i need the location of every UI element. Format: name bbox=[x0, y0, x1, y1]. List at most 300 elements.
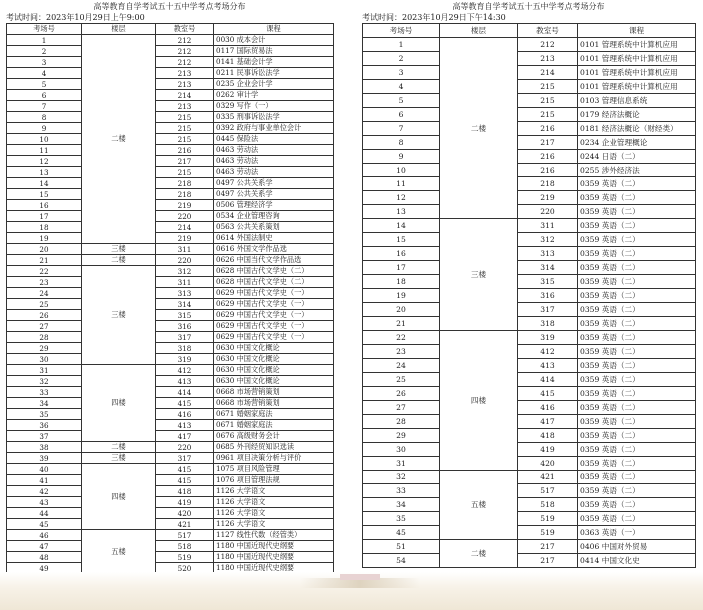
classroom-cell: 218 bbox=[156, 178, 214, 189]
room-number-cell: 51 bbox=[363, 540, 440, 554]
table-row bbox=[7, 519, 334, 530]
header-classroom: 教室号 bbox=[518, 24, 578, 38]
classroom-cell: 220 bbox=[156, 255, 214, 266]
right-doc-title: 高等教育自学考试五十五中学考点考场分布 bbox=[452, 2, 605, 11]
table-row bbox=[7, 332, 334, 343]
course-cell: 0629 中国古代文学史（一） bbox=[214, 299, 334, 310]
classroom-cell: 413 bbox=[156, 376, 214, 387]
course-cell: 0359 英语（二） bbox=[578, 400, 696, 414]
course-cell: 0629 中国古代文学史（一） bbox=[214, 288, 334, 299]
table-row bbox=[363, 65, 696, 79]
floor-cell: 四楼 bbox=[440, 330, 518, 470]
room-number-cell: 6 bbox=[363, 107, 440, 121]
table-row bbox=[363, 330, 696, 344]
table-row bbox=[363, 93, 696, 107]
table-row bbox=[7, 101, 334, 112]
room-number-cell: 24 bbox=[7, 288, 82, 299]
classroom-cell: 315 bbox=[156, 310, 214, 321]
course-cell: 0359 英语（二） bbox=[578, 498, 696, 512]
course-cell: 1180 中国近现代史纲要 bbox=[214, 541, 334, 552]
course-cell: 0668 市场营销策划 bbox=[214, 398, 334, 409]
course-cell: 0359 英语（二） bbox=[578, 191, 696, 205]
classroom-cell: 218 bbox=[518, 177, 578, 191]
floor-cell: 三楼 bbox=[82, 244, 156, 255]
room-number-cell: 3 bbox=[363, 65, 440, 79]
course-cell: 0668 市场营销策划 bbox=[214, 387, 334, 398]
course-cell: 0211 民事诉讼法学 bbox=[214, 68, 334, 79]
course-cell: 0359 英语（二） bbox=[578, 442, 696, 456]
classroom-cell: 216 bbox=[156, 145, 214, 156]
classroom-cell: 311 bbox=[156, 244, 214, 255]
classroom-cell: 418 bbox=[156, 486, 214, 497]
room-number-cell: 43 bbox=[7, 497, 82, 508]
room-number-cell: 18 bbox=[7, 222, 82, 233]
room-number-cell: 31 bbox=[363, 456, 440, 470]
course-cell: 0359 英语（二） bbox=[578, 344, 696, 358]
room-number-cell: 14 bbox=[363, 219, 440, 233]
course-cell: 0497 公共关系学 bbox=[214, 178, 334, 189]
table-row bbox=[7, 431, 334, 442]
course-cell: 0616 外国文学作品选 bbox=[214, 244, 334, 255]
classroom-cell: 418 bbox=[518, 428, 578, 442]
table-row bbox=[7, 112, 334, 123]
table-row bbox=[7, 486, 334, 497]
table-row bbox=[7, 277, 334, 288]
course-cell: 0262 审计学 bbox=[214, 90, 334, 101]
course-cell: 0359 英语（二） bbox=[578, 484, 696, 498]
course-cell: 0630 中国文化概论 bbox=[214, 376, 334, 387]
right-room-table bbox=[362, 23, 696, 568]
course-cell: 0359 英语（二） bbox=[578, 358, 696, 372]
classroom-cell: 319 bbox=[518, 330, 578, 344]
table-row bbox=[7, 420, 334, 431]
course-cell: 1126 大学语文 bbox=[214, 486, 334, 497]
classroom-cell: 214 bbox=[156, 222, 214, 233]
room-number-cell: 40 bbox=[7, 464, 82, 475]
room-number-cell: 28 bbox=[363, 414, 440, 428]
background-photo-edge bbox=[0, 572, 703, 610]
course-cell: 0463 劳动法 bbox=[214, 145, 334, 156]
room-number-cell: 16 bbox=[7, 200, 82, 211]
classroom-cell: 215 bbox=[518, 93, 578, 107]
room-number-cell: 1 bbox=[363, 37, 440, 51]
classroom-cell: 415 bbox=[156, 475, 214, 486]
classroom-cell: 316 bbox=[156, 321, 214, 332]
course-cell: 0961 项目决策分析与评价 bbox=[214, 453, 334, 464]
room-number-cell: 45 bbox=[7, 519, 82, 530]
table-row bbox=[363, 219, 696, 233]
room-number-cell: 23 bbox=[363, 344, 440, 358]
course-cell: 0359 英语（二） bbox=[578, 317, 696, 331]
table-row bbox=[7, 321, 334, 332]
table-row bbox=[363, 414, 696, 428]
table-row bbox=[363, 317, 696, 331]
course-cell: 0359 英语（二） bbox=[578, 205, 696, 219]
table-row bbox=[363, 191, 696, 205]
table-row bbox=[7, 288, 334, 299]
classroom-cell: 419 bbox=[518, 442, 578, 456]
room-number-cell: 4 bbox=[7, 68, 82, 79]
classroom-cell: 313 bbox=[518, 247, 578, 261]
left-schedule-sheet bbox=[6, 0, 333, 607]
classroom-cell: 415 bbox=[156, 398, 214, 409]
course-cell: 0626 中国当代文学作品选 bbox=[214, 255, 334, 266]
course-cell: 1180 中国近现代史纲要 bbox=[214, 563, 334, 574]
room-number-cell: 6 bbox=[7, 90, 82, 101]
course-cell: 0630 中国文化概论 bbox=[214, 343, 334, 354]
room-number-cell: 21 bbox=[7, 255, 82, 266]
course-cell: 0359 英语（二） bbox=[578, 247, 696, 261]
course-cell: 0359 英语（二） bbox=[578, 470, 696, 484]
table-row bbox=[363, 275, 696, 289]
course-cell: 0101 管理系统中计算机应用 bbox=[578, 79, 696, 93]
course-cell: 0359 英语（二） bbox=[578, 177, 696, 191]
table-row bbox=[363, 554, 696, 568]
course-cell: 0101 管理系统中计算机应用 bbox=[578, 37, 696, 51]
right-schedule-sheet bbox=[362, 0, 695, 568]
course-cell: 0359 英语（二） bbox=[578, 303, 696, 317]
table-row bbox=[363, 149, 696, 163]
course-cell: 0628 中国古代文学史（二） bbox=[214, 277, 334, 288]
table-row bbox=[363, 400, 696, 414]
course-cell: 0101 管理系统中计算机应用 bbox=[578, 51, 696, 65]
course-cell: 0359 英语（二） bbox=[578, 456, 696, 470]
course-cell: 1127 线性代数（经管类） bbox=[214, 530, 334, 541]
table-row bbox=[7, 497, 334, 508]
classroom-cell: 419 bbox=[156, 497, 214, 508]
left-exam-time: 考试时间：2023年10月29日上午9:00 bbox=[6, 13, 145, 22]
table-row bbox=[7, 398, 334, 409]
classroom-cell: 219 bbox=[518, 191, 578, 205]
room-number-cell: 27 bbox=[7, 321, 82, 332]
course-cell: 0117 国际贸易法 bbox=[214, 46, 334, 57]
table-row bbox=[7, 233, 334, 244]
classroom-cell: 212 bbox=[156, 46, 214, 57]
classroom-cell: 317 bbox=[156, 453, 214, 464]
room-number-cell: 20 bbox=[7, 244, 82, 255]
table-row bbox=[7, 354, 334, 365]
table-row bbox=[363, 163, 696, 177]
room-number-cell: 21 bbox=[363, 317, 440, 331]
room-number-cell: 10 bbox=[7, 134, 82, 145]
table-row bbox=[363, 289, 696, 303]
floor-cell: 三楼 bbox=[82, 266, 156, 365]
room-number-cell: 45 bbox=[363, 526, 440, 540]
table-row bbox=[363, 358, 696, 372]
classroom-cell: 217 bbox=[518, 554, 578, 568]
room-number-cell: 5 bbox=[7, 79, 82, 90]
room-number-cell: 7 bbox=[7, 101, 82, 112]
course-cell: 0671 婚姻家庭法 bbox=[214, 409, 334, 420]
classroom-cell: 311 bbox=[156, 277, 214, 288]
table-row bbox=[363, 79, 696, 93]
course-cell: 0179 经济法概论 bbox=[578, 107, 696, 121]
room-number-cell: 54 bbox=[363, 554, 440, 568]
course-cell: 0463 劳动法 bbox=[214, 167, 334, 178]
course-cell: 0141 基础会计学 bbox=[214, 57, 334, 68]
floor-cell: 四楼 bbox=[82, 464, 156, 530]
room-number-cell: 8 bbox=[363, 135, 440, 149]
table-row bbox=[7, 530, 334, 541]
table-row bbox=[363, 484, 696, 498]
right-table-body bbox=[363, 37, 696, 567]
classroom-cell: 220 bbox=[156, 442, 214, 453]
room-number-cell: 2 bbox=[7, 46, 82, 57]
table-row bbox=[363, 177, 696, 191]
course-cell: 0614 外国法制史 bbox=[214, 233, 334, 244]
course-cell: 0630 中国文化概论 bbox=[214, 354, 334, 365]
course-cell: 0234 企业管理概论 bbox=[578, 135, 696, 149]
table-row bbox=[7, 310, 334, 321]
course-cell: 1076 项目管理法规 bbox=[214, 475, 334, 486]
table-header-row bbox=[7, 24, 334, 35]
room-number-cell: 26 bbox=[363, 386, 440, 400]
classroom-cell: 213 bbox=[156, 101, 214, 112]
table-row bbox=[7, 409, 334, 420]
room-number-cell: 12 bbox=[363, 191, 440, 205]
room-number-cell: 35 bbox=[7, 409, 82, 420]
course-cell: 0630 中国文化概论 bbox=[214, 365, 334, 376]
table-row bbox=[7, 189, 334, 200]
classroom-cell: 217 bbox=[156, 156, 214, 167]
room-number-cell: 19 bbox=[363, 289, 440, 303]
room-number-cell: 34 bbox=[363, 498, 440, 512]
room-number-cell: 9 bbox=[363, 149, 440, 163]
course-cell: 0335 刑事诉讼法学 bbox=[214, 112, 334, 123]
course-cell: 0445 保险法 bbox=[214, 134, 334, 145]
table-row bbox=[7, 541, 334, 552]
room-number-cell: 10 bbox=[363, 163, 440, 177]
table-row bbox=[7, 266, 334, 277]
table-row bbox=[363, 442, 696, 456]
table-row bbox=[363, 498, 696, 512]
room-number-cell: 41 bbox=[7, 475, 82, 486]
header-room-number: 考场号 bbox=[7, 24, 82, 35]
header-floor: 楼层 bbox=[82, 24, 156, 35]
room-number-cell: 13 bbox=[7, 167, 82, 178]
table-row bbox=[7, 255, 334, 266]
course-cell: 0629 中国古代文学史（一） bbox=[214, 332, 334, 343]
table-row bbox=[7, 552, 334, 563]
classroom-cell: 416 bbox=[518, 400, 578, 414]
course-cell: 0506 管理经济学 bbox=[214, 200, 334, 211]
classroom-cell: 215 bbox=[518, 107, 578, 121]
classroom-cell: 417 bbox=[518, 414, 578, 428]
table-row bbox=[363, 470, 696, 484]
room-number-cell: 1 bbox=[7, 35, 82, 46]
header-room-number: 考场号 bbox=[363, 24, 440, 38]
classroom-cell: 214 bbox=[156, 90, 214, 101]
room-number-cell: 11 bbox=[7, 145, 82, 156]
header-course: 课程 bbox=[578, 24, 696, 38]
room-number-cell: 12 bbox=[7, 156, 82, 167]
room-number-cell: 42 bbox=[7, 486, 82, 497]
room-number-cell: 15 bbox=[363, 233, 440, 247]
classroom-cell: 212 bbox=[156, 57, 214, 68]
room-number-cell: 24 bbox=[363, 358, 440, 372]
room-number-cell: 29 bbox=[363, 428, 440, 442]
room-number-cell: 25 bbox=[363, 372, 440, 386]
course-cell: 0359 英语（二） bbox=[578, 512, 696, 526]
room-number-cell: 30 bbox=[7, 354, 82, 365]
room-number-cell: 32 bbox=[7, 376, 82, 387]
classroom-cell: 312 bbox=[156, 266, 214, 277]
table-header-row bbox=[363, 24, 696, 38]
table-row bbox=[363, 303, 696, 317]
table-row bbox=[7, 387, 334, 398]
course-cell: 0359 英语（二） bbox=[578, 233, 696, 247]
classroom-cell: 215 bbox=[156, 134, 214, 145]
room-number-cell: 34 bbox=[7, 398, 82, 409]
floor-cell: 三楼 bbox=[82, 453, 156, 464]
classroom-cell: 415 bbox=[518, 386, 578, 400]
table-row bbox=[7, 475, 334, 486]
table-row bbox=[363, 135, 696, 149]
classroom-cell: 315 bbox=[518, 275, 578, 289]
table-row bbox=[7, 200, 334, 211]
header-floor: 楼层 bbox=[440, 24, 518, 38]
course-cell: 0671 婚姻家庭法 bbox=[214, 420, 334, 431]
table-row bbox=[363, 386, 696, 400]
course-cell: 0235 企业会计学 bbox=[214, 79, 334, 90]
course-cell: 1126 大学语文 bbox=[214, 519, 334, 530]
classroom-cell: 215 bbox=[156, 123, 214, 134]
classroom-cell: 414 bbox=[156, 387, 214, 398]
table-row bbox=[363, 51, 696, 65]
classroom-cell: 220 bbox=[518, 205, 578, 219]
classroom-cell: 520 bbox=[156, 563, 214, 574]
room-number-cell: 36 bbox=[7, 420, 82, 431]
classroom-cell: 215 bbox=[156, 112, 214, 123]
classroom-cell: 517 bbox=[156, 530, 214, 541]
course-cell: 0629 中国古代文学史（一） bbox=[214, 310, 334, 321]
classroom-cell: 215 bbox=[518, 79, 578, 93]
classroom-cell: 517 bbox=[518, 484, 578, 498]
room-number-cell: 9 bbox=[7, 123, 82, 134]
table-row bbox=[7, 453, 334, 464]
room-number-cell: 11 bbox=[363, 177, 440, 191]
left-table-body bbox=[7, 35, 334, 607]
table-row bbox=[7, 211, 334, 222]
room-number-cell: 27 bbox=[363, 400, 440, 414]
course-cell: 0359 英语（二） bbox=[578, 372, 696, 386]
classroom-cell: 317 bbox=[518, 303, 578, 317]
classroom-cell: 214 bbox=[518, 65, 578, 79]
course-cell: 0359 英语（二） bbox=[578, 414, 696, 428]
table-row bbox=[7, 145, 334, 156]
classroom-cell: 217 bbox=[518, 135, 578, 149]
table-row bbox=[7, 90, 334, 101]
course-cell: 0255 涉外经济法 bbox=[578, 163, 696, 177]
room-number-cell: 23 bbox=[7, 277, 82, 288]
classroom-cell: 217 bbox=[518, 540, 578, 554]
floor-cell: 五楼 bbox=[82, 530, 156, 574]
floor-cell: 三楼 bbox=[440, 219, 518, 331]
table-row bbox=[7, 508, 334, 519]
room-number-cell: 33 bbox=[7, 387, 82, 398]
floor-cell: 四楼 bbox=[82, 365, 156, 442]
course-cell: 0628 中国古代文学史（二） bbox=[214, 266, 334, 277]
room-number-cell: 46 bbox=[7, 530, 82, 541]
classroom-cell: 216 bbox=[518, 149, 578, 163]
table-row bbox=[7, 167, 334, 178]
classroom-cell: 317 bbox=[156, 332, 214, 343]
classroom-cell: 213 bbox=[156, 68, 214, 79]
room-number-cell: 13 bbox=[363, 205, 440, 219]
room-number-cell: 29 bbox=[7, 343, 82, 354]
table-row bbox=[363, 107, 696, 121]
course-cell: 0497 公共关系学 bbox=[214, 189, 334, 200]
room-number-cell: 32 bbox=[363, 470, 440, 484]
course-cell: 1126 大学语文 bbox=[214, 497, 334, 508]
table-row bbox=[363, 344, 696, 358]
room-number-cell: 3 bbox=[7, 57, 82, 68]
course-cell: 0359 英语（二） bbox=[578, 275, 696, 289]
classroom-cell: 213 bbox=[518, 51, 578, 65]
room-number-cell: 2 bbox=[363, 51, 440, 65]
course-cell: 0359 英语（二） bbox=[578, 289, 696, 303]
classroom-cell: 219 bbox=[156, 233, 214, 244]
classroom-cell: 415 bbox=[156, 464, 214, 475]
classroom-cell: 311 bbox=[518, 219, 578, 233]
floor-cell: 二楼 bbox=[82, 255, 156, 266]
table-row bbox=[7, 343, 334, 354]
room-number-cell: 44 bbox=[7, 508, 82, 519]
room-number-cell: 37 bbox=[7, 431, 82, 442]
room-number-cell: 30 bbox=[363, 442, 440, 456]
course-cell: 0363 英语（一） bbox=[578, 526, 696, 540]
course-cell: 0359 英语（二） bbox=[578, 261, 696, 275]
room-number-cell: 38 bbox=[7, 442, 82, 453]
table-row bbox=[363, 526, 696, 540]
table-row bbox=[363, 428, 696, 442]
table-row bbox=[7, 244, 334, 255]
floor-cell: 二楼 bbox=[82, 442, 156, 453]
table-row bbox=[7, 464, 334, 475]
classroom-cell: 519 bbox=[156, 552, 214, 563]
room-number-cell: 7 bbox=[363, 121, 440, 135]
classroom-cell: 314 bbox=[156, 299, 214, 310]
course-cell: 0359 英语（二） bbox=[578, 428, 696, 442]
classroom-cell: 519 bbox=[518, 512, 578, 526]
floor-cell: 二楼 bbox=[440, 37, 518, 218]
table-row bbox=[7, 376, 334, 387]
room-number-cell: 22 bbox=[7, 266, 82, 277]
classroom-cell: 220 bbox=[156, 211, 214, 222]
room-number-cell: 20 bbox=[363, 303, 440, 317]
course-cell: 0359 英语（二） bbox=[578, 219, 696, 233]
classroom-cell: 417 bbox=[156, 431, 214, 442]
table-row bbox=[363, 205, 696, 219]
classroom-cell: 216 bbox=[518, 121, 578, 135]
table-row bbox=[7, 365, 334, 376]
classroom-cell: 318 bbox=[518, 317, 578, 331]
classroom-cell: 421 bbox=[518, 470, 578, 484]
room-number-cell: 35 bbox=[363, 512, 440, 526]
table-row bbox=[363, 247, 696, 261]
classroom-cell: 216 bbox=[518, 163, 578, 177]
course-cell: 0676 高级财务会计 bbox=[214, 431, 334, 442]
room-number-cell: 48 bbox=[7, 552, 82, 563]
table-row bbox=[363, 121, 696, 135]
classroom-cell: 316 bbox=[518, 289, 578, 303]
classroom-cell: 420 bbox=[518, 456, 578, 470]
floor-cell: 二楼 bbox=[82, 35, 156, 244]
floor-cell: 二楼 bbox=[440, 540, 518, 568]
table-row bbox=[7, 57, 334, 68]
course-cell: 0359 英语（二） bbox=[578, 386, 696, 400]
classroom-cell: 413 bbox=[156, 420, 214, 431]
